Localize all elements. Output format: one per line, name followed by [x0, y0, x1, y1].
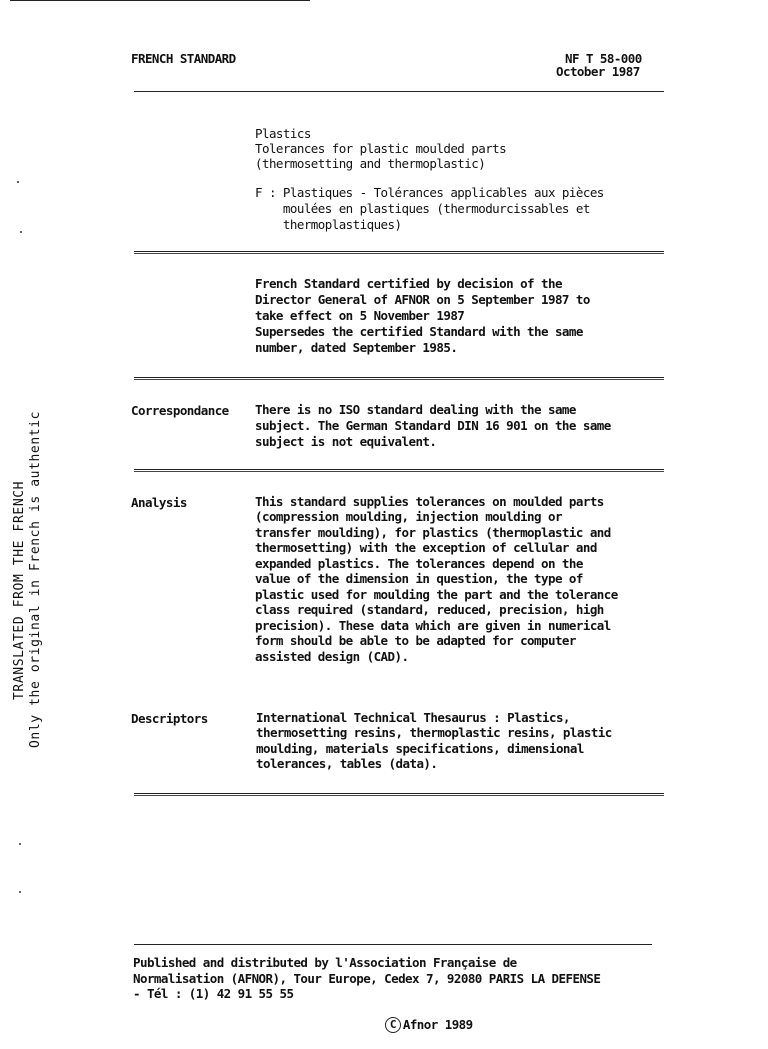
copyright-notice — [343, 1001, 473, 1049]
copyright-text: Afnor 1989 — [402, 1016, 473, 1032]
scan-speck — [19, 891, 21, 893]
header-divider — [134, 91, 664, 92]
correspondance-line: subject. The German Standard DIN 16 901 on the same — [255, 418, 611, 433]
scan-speck — [17, 181, 19, 183]
title-line: (thermosetting and thermoplastic) — [255, 156, 486, 171]
footer-divider — [134, 944, 652, 945]
analysis-line: precision). These data which are given in numerical — [255, 618, 611, 633]
title-line: Tolerances for plastic moulded parts — [255, 141, 507, 156]
scan-speck — [20, 231, 22, 233]
certification-line: number, dated September 1985. — [255, 340, 458, 355]
standard-reference: NF T 58-000 — [565, 51, 642, 66]
section-label: Analysis — [131, 495, 187, 510]
french-title-line: thermoplastiques) — [255, 217, 402, 232]
side-note-authentic: Only the original in French is authentic — [28, 410, 43, 748]
french-title-line: F : Plastiques - Tolérances applicables aux pièces — [255, 185, 604, 200]
analysis-line: This standard supplies tolerances on moulded parts — [255, 494, 604, 509]
analysis-line: (compression moulding, injection moulding or — [255, 509, 562, 524]
analysis-line: form should be able to be adapted for computer — [255, 633, 576, 648]
title-line: Plastics — [255, 126, 311, 141]
publisher-line: Normalisation (AFNOR), Tour Europe, Cedex 7, 92080 PARIS LA DEFENSE — [133, 971, 601, 986]
side-note-translated: TRANSLATED FROM THE FRENCH — [12, 480, 27, 700]
descriptors-line: tolerances, tables (data). — [256, 756, 438, 771]
scan-speck — [19, 843, 21, 845]
copyright-icon: C — [385, 1017, 401, 1033]
certification-divider — [134, 377, 664, 378]
analysis-line: assisted design (CAD). — [255, 649, 409, 664]
analysis-line: transfer moulding), for plastics (thermoplastic and — [255, 525, 611, 540]
analysis-line: class required (standard, reduced, precision, high — [255, 602, 604, 617]
publisher-line: Published and distributed by l'Association Française de — [133, 955, 517, 970]
standard-type-label: FRENCH STANDARD — [131, 51, 236, 66]
analysis-line: expanded plastics. The tolerances depend on the — [255, 556, 583, 571]
certification-line: Supersedes the certified Standard with the same — [255, 324, 583, 339]
section-label: Correspondance — [131, 403, 229, 418]
certification-line: Director General of AFNOR on 5 September 1987 to — [255, 292, 590, 307]
certification-line: French Standard certified by decision of the — [255, 276, 562, 291]
standard-date: October 1987 — [556, 64, 640, 79]
publisher-line: - Tél : (1) 42 91 55 55 — [133, 986, 294, 1001]
certification-line: take effect on 5 November 1987 — [255, 308, 465, 323]
analysis-line: plastic used for moulding the part and the tolerance — [255, 587, 618, 602]
title-divider — [134, 251, 664, 252]
french-title-line: moulées en plastiques (thermodurcissables et — [255, 201, 590, 216]
descriptors-divider — [134, 793, 664, 794]
correspondance-line: There is no ISO standard dealing with the same — [255, 402, 576, 417]
top-edge-line — [10, 0, 310, 1]
correspondance-divider — [134, 469, 664, 470]
analysis-line: value of the dimension in question, the type of — [255, 571, 583, 586]
analysis-line: thermosetting) with the exception of cellular and — [255, 540, 597, 555]
descriptors-line: moulding, materials specifications, dimensional — [256, 741, 584, 756]
descriptors-line: International Technical Thesaurus : Plastics, — [256, 710, 570, 725]
section-label: Descriptors — [131, 711, 208, 726]
correspondance-line: subject is not equivalent. — [255, 434, 437, 449]
descriptors-line: thermosetting resins, thermoplastic resins, plastic — [256, 725, 612, 740]
